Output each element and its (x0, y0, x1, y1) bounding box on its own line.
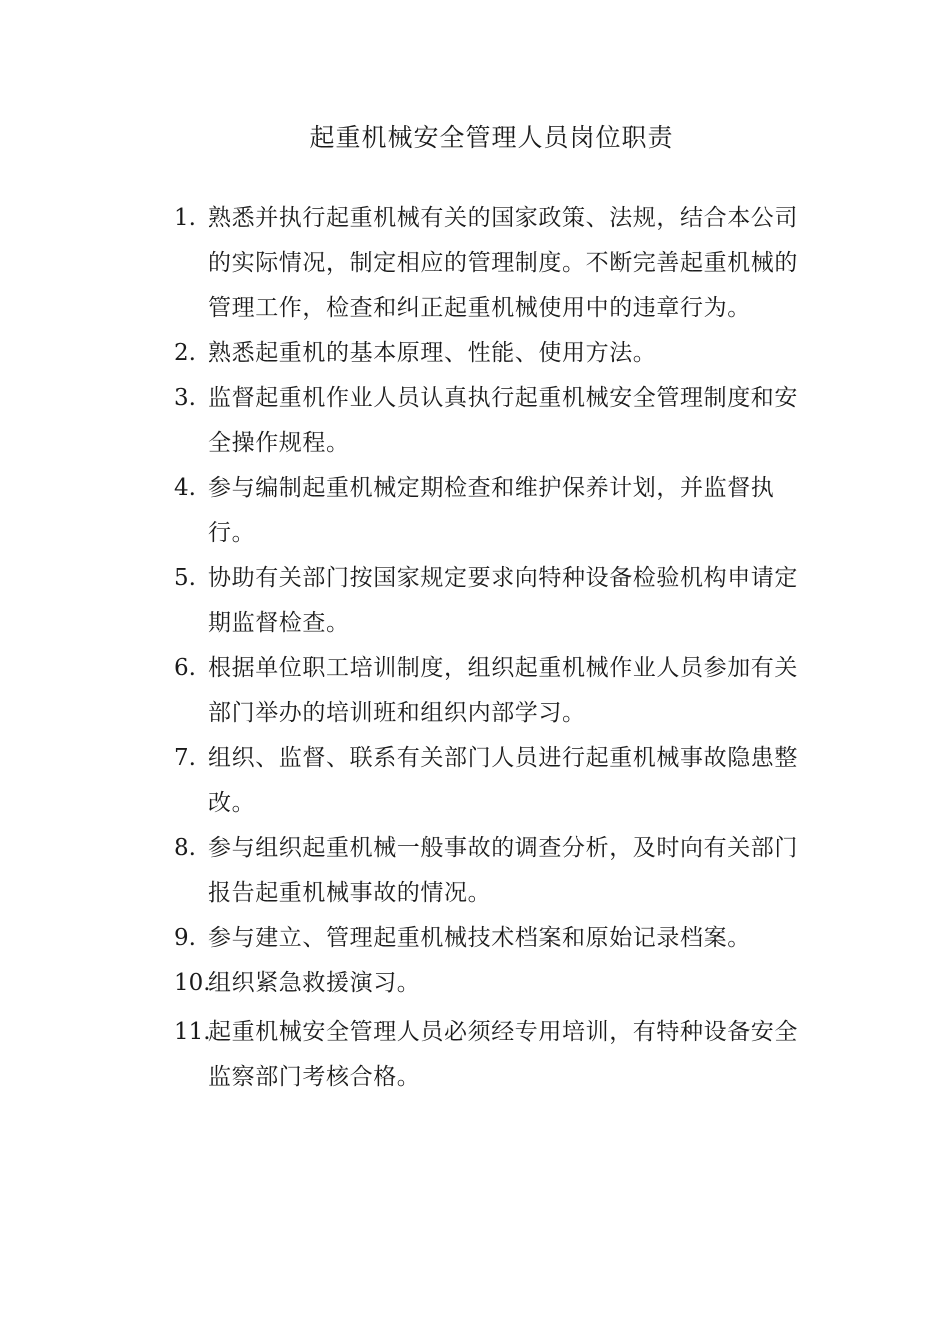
list-item (174, 196, 814, 331)
list-item (174, 961, 814, 1006)
duty-list (174, 196, 814, 1100)
item-text: 根据单位职工培训制度，组织起重机械作业人员参加有关部门举办的培训班和组织内部学习。 (208, 655, 798, 726)
list-item (174, 826, 814, 916)
item-text: 参与编制起重机械定期检查和维护保养计划，并监督执行。 (208, 475, 775, 546)
item-number: 2. (174, 340, 196, 366)
item-number: 4. (174, 475, 196, 501)
item-number: 1. (174, 205, 196, 231)
item-number: 6. (174, 655, 196, 681)
list-item (174, 376, 814, 466)
list-item (174, 916, 814, 961)
item-number: 9. (174, 925, 196, 951)
list-item (174, 646, 814, 736)
item-text: 组织紧急救援演习。 (208, 970, 421, 996)
item-text: 起重机械安全管理人员必须经专用培训，有特种设备安全监察部门考核合格。 (208, 1019, 798, 1090)
list-item (174, 331, 814, 376)
item-text: 熟悉起重机的基本原理、性能、使用方法。 (208, 340, 657, 366)
item-text: 参与建立、管理起重机械技术档案和原始记录档案。 (208, 925, 751, 951)
item-number: 8. (174, 835, 196, 861)
list-item (174, 556, 814, 646)
document-title: 起重机械安全管理人员岗位职责 (309, 123, 674, 152)
list-item (174, 736, 814, 826)
list-item (174, 1010, 814, 1100)
item-text: 协助有关部门按国家规定要求向特种设备检验机构申请定期监督检查。 (208, 565, 798, 636)
item-number: 10. (174, 970, 211, 996)
item-number: 5. (174, 565, 196, 591)
item-text: 组织、监督、联系有关部门人员进行起重机械事故隐患整改。 (208, 745, 798, 816)
item-text: 参与组织起重机械一般事故的调查分析，及时向有关部门报告起重机械事故的情况。 (208, 835, 798, 906)
item-number: 11. (174, 1019, 211, 1045)
item-text: 熟悉并执行起重机械有关的国家政策、法规，结合本公司的实际情况，制定相应的管理制度。不断完善起重机械的管理工作，检查和纠正起重机械使用中的违章行为。 (208, 205, 798, 321)
item-number: 3. (174, 385, 196, 411)
item-text: 监督起重机作业人员认真执行起重机械安全管理制度和安全操作规程。 (208, 385, 798, 456)
item-number: 7. (174, 745, 196, 771)
list-item (174, 466, 814, 556)
